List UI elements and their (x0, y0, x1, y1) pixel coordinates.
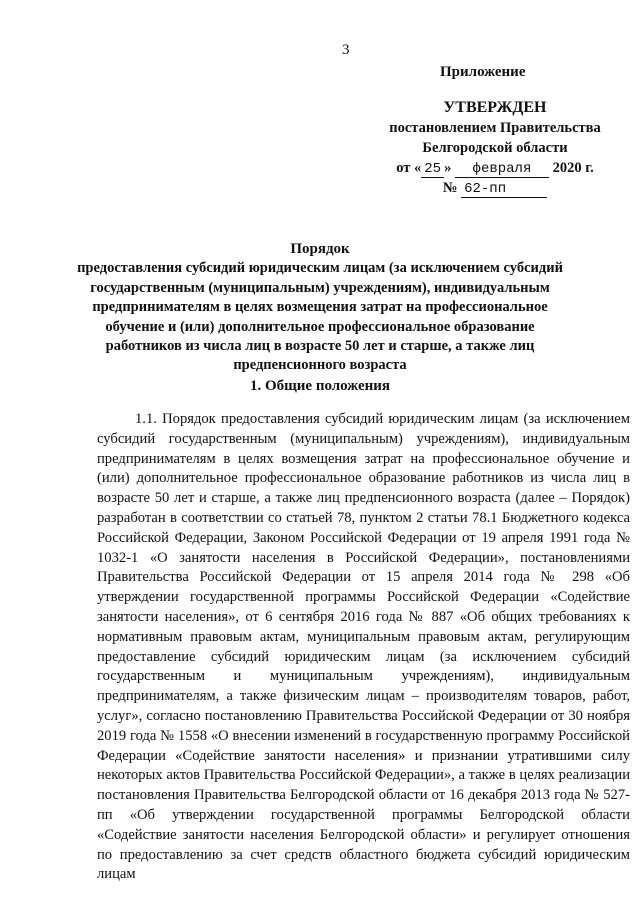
approval-number (360, 178, 630, 198)
date-day: 25 (421, 162, 444, 178)
document-subtitle: предоставления субсидий юридическим лицам (за исключением субсидий государственным (муниципальным) учреждениям), индивидуальным предпринимателям в целях возмещения затрат на профессиональное обучение и (или) дополнительное профессиональное образование работников из числа лиц в возрасте 50 лет и старше, а также лиц предпенсионного возраста (77, 260, 563, 374)
date-month: февраля (455, 162, 549, 178)
approval-line-2: Белгородской области (422, 140, 568, 156)
page-number: 3 (342, 42, 350, 58)
document-heading (70, 240, 570, 376)
approval-line-1: постановлением Правительства (389, 120, 601, 136)
date-year: 2020 г. (552, 160, 594, 176)
approval-title: УТВЕРЖДЕН (443, 99, 547, 116)
approval-date (360, 158, 630, 178)
appendix-label: Приложение (440, 64, 526, 80)
number-prefix: № (442, 180, 458, 196)
date-mid: » (444, 160, 452, 176)
paragraph-1-1: 1.1. Порядок предоставления субсидий юридическим лицам (за исключением субсидий государственным (муниципальным) учреждениям), индивидуальным предпринимателям в целях возмещения затрат на профессиональное обучение и (или) дополнительное профессиональное образование работников из числа лиц в возрасте 50 лет и старше, а также лиц предпенсионного возраста (далее – Порядок) разработан в соответствии со статьей 78, пунктом 2 статьи 78.1 Бюджетного кодекса Российской Федерации, Законом Российской Федерации от 19 апреля 1991 года № 1032-1 «О занятости населения в Российской Федерации», постановлениями Правительства Российской Федерации от 15 апреля 2014 года № 298 «Об утверждении государственной программы Российской Федерации «Содействие занятости населения», от 6 сентября 2016 года № 887 «Об общих требованиях к нормативным правовым актам, муниципальным правовым актам, регулирующим предоставление субсидий юридическим лицам (за исключением субсидий государственным и муниципальным учреждениям), индивидуальным предпринимателям, а также физическим лицам – производителям товаров, работ, услуг», согласно постановлению Правительства Российской Федерации от 30 ноября 2019 года № 1558 «О внесении изменений в государственную программу Российской Федерации «Содействие занятости населения» и признании утратившими силу некоторых актов Правительства Российской Федерации», а также в целях реализации постановления Правительства Белгородской области от 16 декабря 2013 года № 527-пп «Об утверждении государственной программы Белгородской области «Содействие занятости населения Белгородской области» и регулирует отношения по предоставлению за счет средств областного бюджета субсидий юридическим лицам (97, 411, 630, 883)
section-title: 1. Общие положения (249, 378, 391, 394)
number-value: 62-пп (461, 182, 547, 198)
approval-block (360, 98, 630, 198)
document-title: Порядок (290, 241, 350, 257)
date-prefix: от « (396, 160, 422, 176)
